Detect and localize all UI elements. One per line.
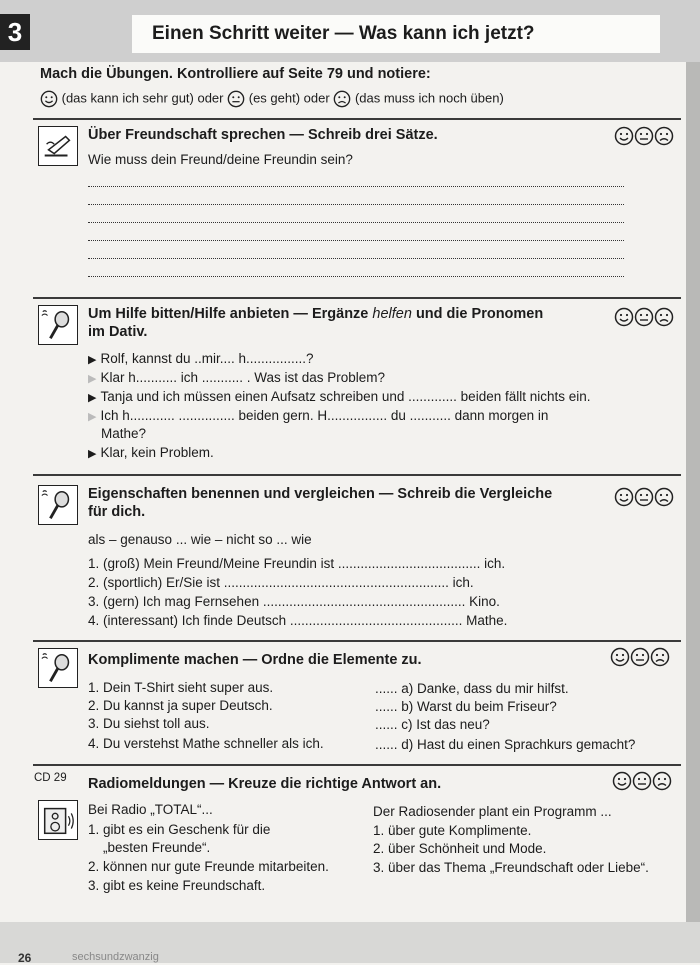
answer-line[interactable] bbox=[88, 222, 624, 223]
smiley-happy-icon[interactable] bbox=[614, 307, 634, 327]
section-divider bbox=[33, 474, 681, 476]
comparison-item[interactable]: 3. (gern) Ich mag Fernsehen ...................................................... Kino. bbox=[88, 594, 500, 609]
smiley-neutral-icon bbox=[227, 90, 245, 108]
section3-title-line2: für dich. bbox=[88, 504, 146, 520]
compliment-item: 1. Dein T-Shirt sieht super aus. bbox=[88, 680, 274, 695]
smiley-sad-icon bbox=[333, 90, 351, 108]
answer-line[interactable] bbox=[88, 276, 624, 277]
speaker-arrow-icon: ▶ bbox=[88, 354, 97, 366]
section-divider bbox=[33, 297, 681, 299]
section-divider bbox=[33, 640, 681, 642]
radio-intro: Bei Radio „TOTAL“... bbox=[88, 802, 213, 817]
smiley-happy-icon[interactable] bbox=[612, 771, 632, 791]
section2-title-line2: im Dativ. bbox=[88, 324, 148, 340]
comparison-item[interactable]: 4. (interessant) Ich finde Deutsch .............................................. Mathe. bbox=[88, 613, 508, 628]
answer-option[interactable]: 2. können nur gute Freunde mitarbeiten. bbox=[88, 859, 329, 874]
smiley-sad-icon[interactable] bbox=[650, 647, 670, 667]
answer-option[interactable]: 3. über das Thema „Freundschaft oder Liebe“. bbox=[373, 860, 649, 875]
smiley-happy-icon bbox=[40, 90, 58, 108]
smiley-neutral-icon[interactable] bbox=[634, 307, 654, 327]
self-assessment-smileys[interactable] bbox=[614, 307, 674, 327]
answer-line[interactable] bbox=[88, 204, 624, 205]
answer-option[interactable]: 1. gibt es ein Geschenk für die bbox=[88, 822, 271, 837]
section5-title: Radiomeldungen — Kreuze die richtige Antwort an. bbox=[88, 776, 442, 792]
reply-item[interactable]: ...... c) Ist das neu? bbox=[375, 717, 490, 732]
smiley-neutral-icon[interactable] bbox=[634, 126, 654, 146]
page-title: Einen Schritt weiter — Was kann ich jetzt? bbox=[132, 15, 660, 53]
speaker-arrow-icon: ▶ bbox=[88, 392, 97, 404]
smiley-neutral-icon[interactable] bbox=[632, 771, 652, 791]
compliment-item: 3. Du siehst toll aus. bbox=[88, 716, 210, 731]
section4-title: Komplimente machen — Ordne die Elemente zu. bbox=[88, 652, 422, 668]
answer-option[interactable]: 1. über gute Komplimente. bbox=[373, 823, 532, 838]
dialogue-line[interactable]: ▶ Ich h............ ............... beiden gern. H................ du ........... dann morgen in bbox=[88, 408, 549, 423]
microphone-icon bbox=[38, 648, 78, 688]
dialogue-line[interactable]: ▶ Tanja und ich müssen einen Aufsatz schreiben und ............. beiden fällt nichts ein. bbox=[88, 389, 591, 404]
comparison-item[interactable]: 1. (groß) Mein Freund/Meine Freundin ist ...................................... ich. bbox=[88, 556, 506, 571]
intro-instruction: Mach die Übungen. Kontrolliere auf Seite 79 und notiere: bbox=[40, 66, 431, 82]
smiley-happy-icon[interactable] bbox=[614, 126, 634, 146]
section1-title: Über Freundschaft sprechen — Schreib drei Sätze. bbox=[88, 127, 438, 143]
right-margin-strip bbox=[686, 62, 700, 963]
page-number: 26 bbox=[18, 951, 32, 965]
cd-track-label: CD 29 bbox=[34, 772, 67, 784]
legend-bad-text: (das muss ich noch üben) bbox=[354, 90, 504, 106]
dialogue-line[interactable]: ▶ Klar h........... ich ........... . Was ist das Problem? bbox=[88, 370, 386, 385]
comparison-hint: als – genauso ... wie – nicht so ... wie bbox=[88, 532, 312, 547]
reply-item[interactable]: ...... b) Warst du beim Friseur? bbox=[375, 699, 557, 714]
speaker-radio-icon bbox=[38, 800, 78, 840]
answer-line[interactable] bbox=[88, 240, 624, 241]
smiley-happy-icon[interactable] bbox=[614, 487, 634, 507]
answer-line[interactable] bbox=[88, 258, 624, 259]
smiley-happy-icon[interactable] bbox=[610, 647, 630, 667]
section2-title: Um Hilfe bitten/Hilfe anbieten — Ergänze helfen und die Pronomen bbox=[88, 306, 544, 322]
smiley-sad-icon[interactable] bbox=[654, 487, 674, 507]
section1-question: Wie muss dein Freund/deine Freundin sein? bbox=[88, 152, 353, 167]
page-number-word: sechsundzwanzig bbox=[72, 951, 159, 963]
microphone-icon bbox=[38, 305, 78, 345]
chapter-number: 3 bbox=[0, 14, 30, 50]
smiley-sad-icon[interactable] bbox=[652, 771, 672, 791]
self-assessment-smileys[interactable] bbox=[614, 126, 674, 146]
compliment-item: 2. Du kannst ja super Deutsch. bbox=[88, 698, 273, 713]
dialogue-line[interactable]: ▶ Rolf, kannst du ..mir.... h................? bbox=[88, 351, 314, 366]
section3-title: Eigenschaften benennen und vergleichen — Schreib die Vergleiche bbox=[88, 486, 553, 502]
answer-line[interactable] bbox=[88, 186, 624, 187]
section-divider bbox=[33, 764, 681, 766]
self-assessment-smileys[interactable] bbox=[612, 771, 672, 791]
smiley-legend bbox=[40, 90, 504, 108]
radio-program-intro: Der Radiosender plant ein Programm ... bbox=[373, 804, 612, 819]
speaker-arrow-icon: ▶ bbox=[88, 448, 97, 460]
smiley-sad-icon[interactable] bbox=[654, 126, 674, 146]
answer-option[interactable]: 2. über Schönheit und Mode. bbox=[373, 841, 547, 856]
legend-good-text: (das kann ich sehr gut) oder bbox=[61, 90, 224, 106]
microphone-icon bbox=[38, 485, 78, 525]
compliment-item: 4. Du verstehst Mathe schneller als ich. bbox=[88, 736, 324, 751]
reply-item[interactable]: ...... d) Hast du einen Sprachkurs gemacht? bbox=[375, 737, 636, 752]
section-divider bbox=[33, 118, 681, 120]
reply-item[interactable]: ...... a) Danke, dass du mir hilfst. bbox=[375, 681, 569, 696]
dialogue-line: ▶ Klar, kein Problem. bbox=[88, 445, 214, 460]
speaker-arrow-icon: ▶ bbox=[88, 411, 97, 423]
answer-option[interactable]: 3. gibt es keine Freundschaft. bbox=[88, 878, 266, 893]
answer-option-continuation[interactable]: „besten Freunde“. bbox=[103, 840, 211, 855]
self-assessment-smileys[interactable] bbox=[614, 487, 674, 507]
dialogue-line-continuation: Mathe? bbox=[101, 426, 147, 441]
writing-hand-icon bbox=[38, 126, 78, 166]
comparison-item[interactable]: 2. (sportlich) Er/Sie ist ............................................................ ich. bbox=[88, 575, 474, 590]
self-assessment-smileys[interactable] bbox=[610, 647, 670, 667]
smiley-neutral-icon[interactable] bbox=[634, 487, 654, 507]
speaker-arrow-icon: ▶ bbox=[88, 373, 97, 385]
smiley-sad-icon[interactable] bbox=[654, 307, 674, 327]
smiley-neutral-icon[interactable] bbox=[630, 647, 650, 667]
legend-ok-text: (es geht) oder bbox=[248, 90, 330, 106]
